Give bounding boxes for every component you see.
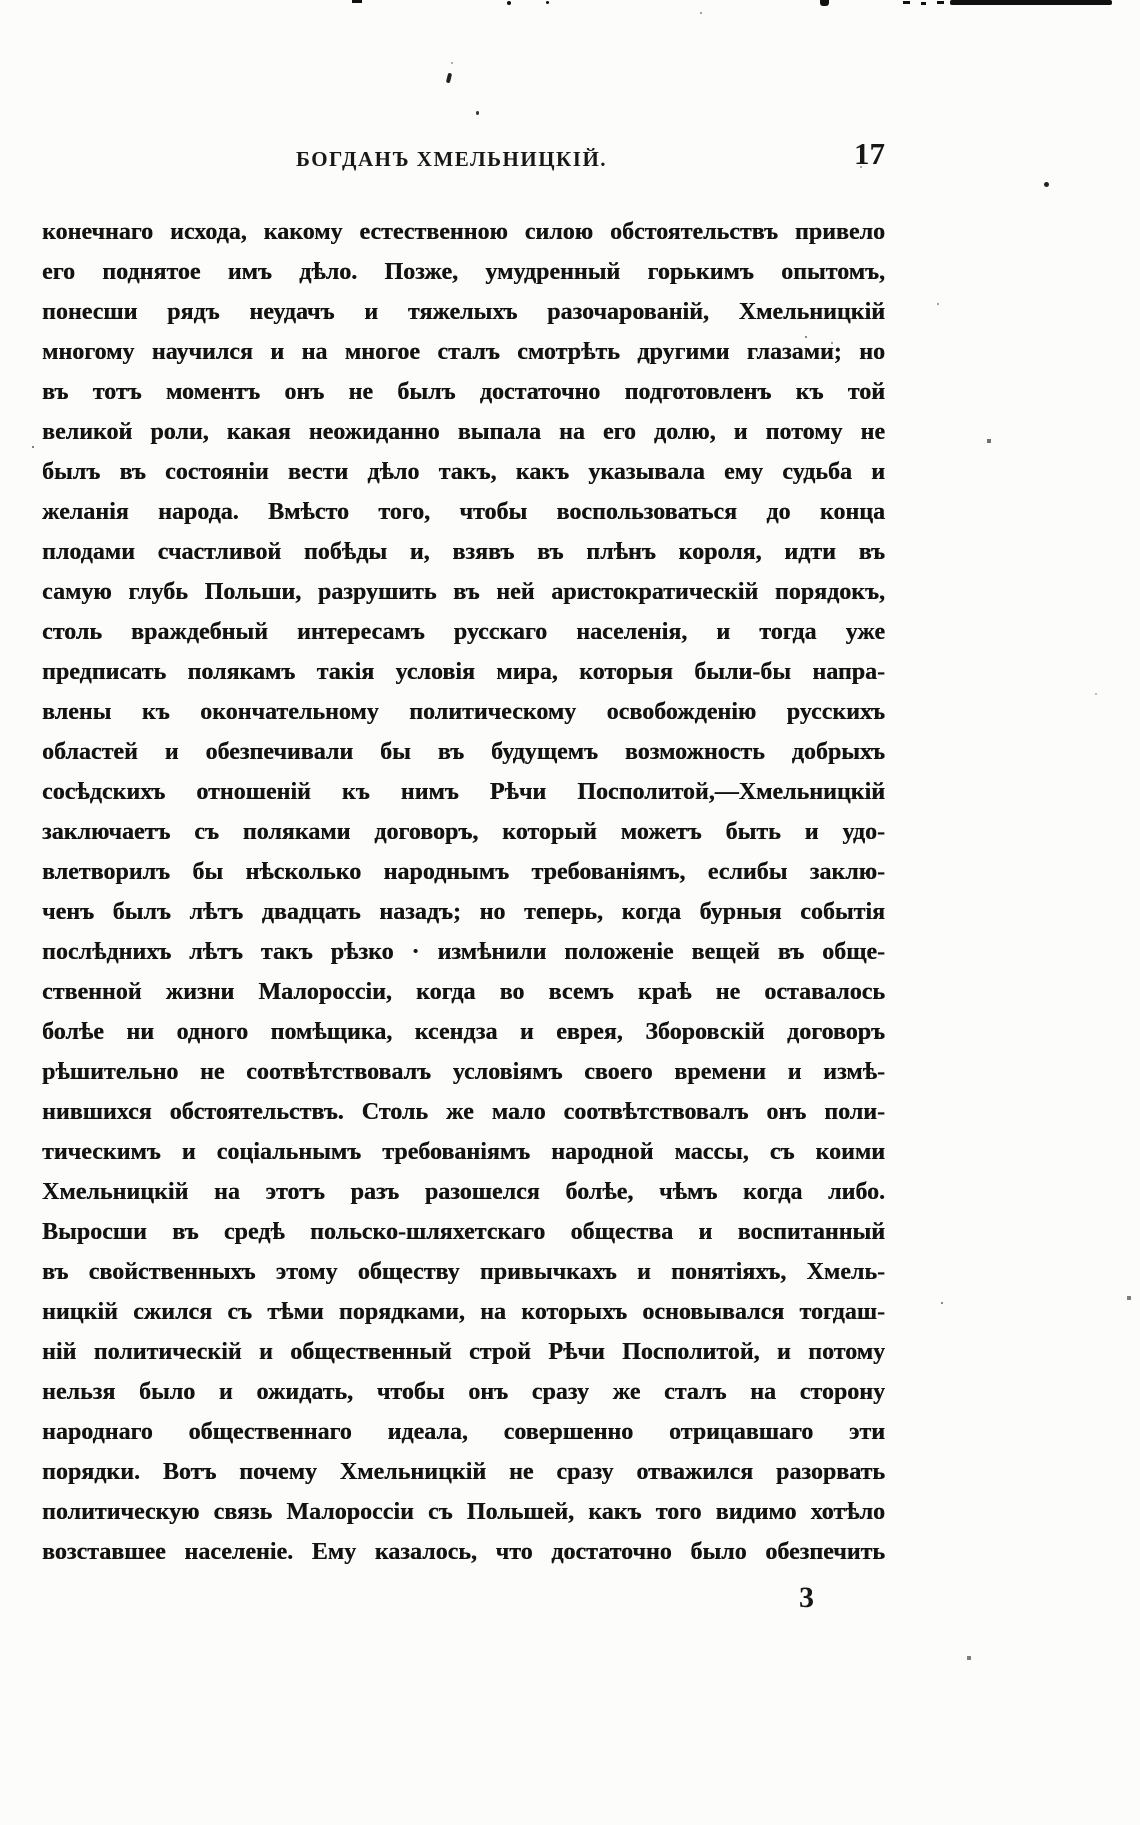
text-line: нившихся обстоятельствъ. Столь же мало соотвѣтствовалъ онъ поли- [42,1099,885,1125]
text-line: Хмельницкій на этотъ разъ разошелся болѣе, чѣмъ когда либо. [42,1179,885,1205]
text-line: плодами счастливой побѣды и, взявъ въ плѣнъ короля, идти въ [42,539,885,565]
text-line: ницкій сжился съ тѣми порядками, на которыхъ основывался тогдаш- [42,1299,885,1325]
text-line: въ тотъ моментъ онъ не былъ достаточно подготовленъ къ той [42,379,885,405]
text-line: ственной жизни Малороссіи, когда во всемъ краѣ не оставалось [42,979,885,1005]
text-line: областей и обезпечивали бы въ будущемъ возможность добрыхъ [42,739,885,765]
text-line: ній политическій и общественный строй Рѣчи Посполитой, и потому [42,1339,885,1365]
scan-artifact [1044,182,1049,187]
signature-mark: 3 [799,1581,814,1614]
text-line: сосѣдскихъ отношеній къ нимъ Рѣчи Посполитой,—Хмельницкій [42,779,885,805]
text-line: возставшее населеніе. Ему казалось, что достаточно было обезпечить [42,1539,885,1565]
text-line: былъ въ состояніи вести дѣло такъ, какъ указывала ему судьба и [42,459,885,485]
text-line: заключаетъ съ поляками договоръ, который можетъ быть и удо- [42,819,885,845]
scan-artifact [921,2,926,5]
text-line: многому научился и на многое сталъ смотрѣть другими глазами; но [42,339,885,365]
text-line: столь враждебный интересамъ русскаго населенія, и тогда уже [42,619,885,645]
scan-artifact [446,73,452,84]
text-line: предписать полякамъ такія условія мира, которыя были-бы напра- [42,659,885,685]
text-line: въ свойственныхъ этому обществу привычкахъ и понятіяхъ, Хмель- [42,1259,885,1285]
text-line: великой роли, какая неожиданно выпала на его долю, и потому не [42,419,885,445]
text-line: конечнаго исхода, какому естественною силою обстоятельствъ привело [42,219,885,245]
scan-artifact [937,1,944,4]
scan-artifact [476,111,479,115]
text-line: народнаго общественнаго идеала, совершенно отрицавшаго эти [42,1419,885,1445]
running-title: БОГДАНЪ ХМЕЛЬНИЦКІЙ. [295,147,608,171]
text-line: тическимъ и соціальнымъ требованіямъ народной массы, съ коими [42,1139,885,1165]
text-line: желанія народа. Вмѣсто того, чтобы воспользоваться до конца [42,499,885,525]
text-line: нельзя было и ожидать, чтобы онъ сразу же сталъ на сторону [42,1379,885,1405]
text-line: самую глубь Польши, разрушить въ ней аристократическій порядокъ, [42,579,885,605]
text-line: ченъ былъ лѣтъ двадцать назадъ; но теперь, когда бурныя событія [42,899,885,925]
scan-artifact [507,1,511,5]
scan-artifact [903,1,910,4]
text-line: политическую связь Малороссіи съ Польшей, какъ того видимо хотѣло [42,1499,885,1525]
text-line: влетворилъ бы нѣсколько народнымъ требованіямъ, еслибы заклю- [42,859,885,885]
scan-artifact [546,1,549,4]
scan-artifact-top-right-streak [950,0,1112,5]
text-line: понесши рядъ неудачъ и тяжелыхъ разочарованій, Хмельницкій [42,299,885,325]
scan-artifact [352,0,362,3]
text-line: его поднятое имъ дѣло. Позже, умудренный горькимъ опытомъ, [42,259,885,285]
text-line: Выросши въ средѣ польско-шляхетскаго общества и воспитанный [42,1219,885,1245]
text-line: болѣе ни одного помѣщика, ксендза и еврея, Зборовскій договоръ [42,1019,885,1045]
text-line: порядки. Вотъ почему Хмельницкій не сразу отважился разорвать [42,1459,885,1485]
text-line: рѣшительно не соотвѣтствовалъ условіямъ своего времени и измѣ- [42,1059,885,1085]
page-number: 17 [854,136,885,171]
scan-artifact [820,0,829,6]
scan-noise-specks [0,0,2,2]
text-line: влены къ окончательному политическому освобожденію русскихъ [42,699,885,725]
body-text [42,212,885,1572]
text-line: послѣднихъ лѣтъ такъ рѣзко · измѣнили положеніе вещей въ обще- [42,939,885,965]
